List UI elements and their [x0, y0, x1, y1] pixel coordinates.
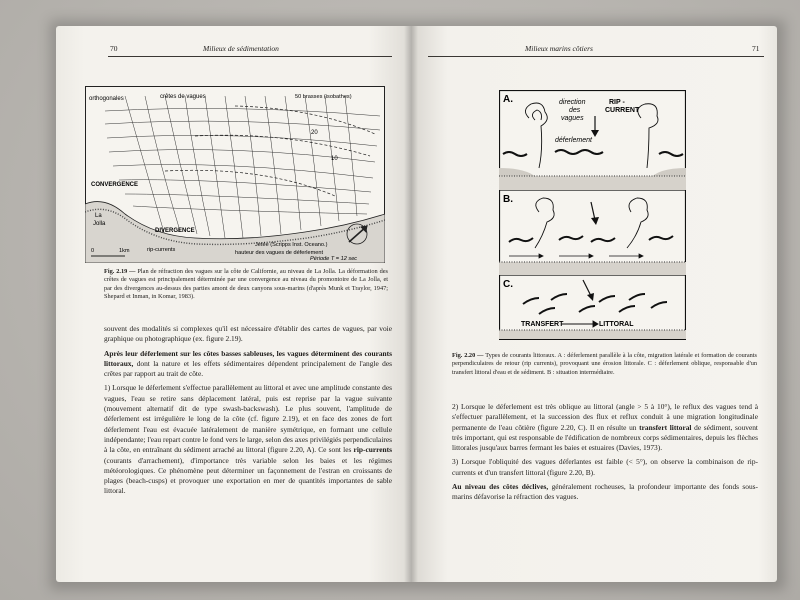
- left-page-number: 70: [110, 44, 118, 53]
- right-body-text: [452, 402, 758, 507]
- caption-label-2-20: Fig. 2.20 —: [452, 352, 484, 359]
- panel-c-label: C.: [503, 279, 513, 290]
- label-scale-1km: 1km: [119, 248, 130, 254]
- label-vagues: vagues: [561, 115, 584, 122]
- left-header-rule: [108, 56, 392, 57]
- caption-text-2-20: Types de courants littoraux. A : déferlement parallèle à la côte, migration latérale et formation de courants perpendiculaires de retour (rip currents), provoquant une érosion littorale. C : déferlement oblique, responsable d'un transfert littoral d'eau et de sédiment. B : situation intermédiaire.: [452, 352, 757, 376]
- label-convergence: CONVERGENCE: [91, 182, 139, 188]
- label-hauteur: hauteur des vagues de déferlement: [235, 250, 324, 256]
- left-paragraph-3-text-b: (courants d'arrachement), d'importance très variable selon les baies et les régimes météorologiques. Ce phénomène peut déterminer un façonnement de l'estran en croissants de plages (beach-cusps) et provoquer une exportation en mer de quantités importantes de sable littoral.: [104, 455, 392, 496]
- left-running-title: Milieux de sédimentation: [203, 44, 279, 53]
- left-paragraph-2-text: dont la nature et les effets sédimentaires dépendent principalement de l'angle des crêtes par rapport au trait de côte.: [104, 358, 392, 379]
- right-paragraph-1-bold: transfert littoral: [639, 422, 692, 432]
- right-paragraph-3: [452, 482, 758, 503]
- label-isobath-20: 20: [311, 130, 318, 136]
- label-littoral: LITTORAL: [599, 321, 634, 328]
- label-periode: Période T = 12 sec: [310, 256, 358, 262]
- left-paragraph-3: [104, 383, 392, 496]
- left-paragraph-3-text-a: 1) Lorsque le déferlement s'effectue parallèlement au littoral et avec une amplitude constante des vagues, l'eau se retire sans déplacement latéral, puis est reprise par la vague suivante (mouvement alternatif dit de type swash-backswash). Le plus souvent, l'amplitude de déferlement est irrégulière le long de la côte (cf. figure 2.19), et en face des zones de fort déferlement l'eau est évacuée latéralement de manière symétrique, en formant une cellule indépendante; l'eau repart contre le fond vers le large, selon des axes privilégiés perpendiculaires à la côte, en entraînant du sédiment arraché au littoral (figure 2.20, A). Ce sont les: [104, 383, 392, 455]
- left-paragraph-2: [104, 349, 392, 380]
- panel-a-label: A.: [503, 94, 513, 105]
- left-paragraph-2-bold: Après leur déferlement sur les côtes basses sableuses, les vagues déterminent des courants littoraux,: [104, 348, 392, 368]
- right-paragraph-3-text: généralement rocheuses, la profondeur importante des fonds sous-marins défavorise la réfraction des vagues.: [452, 482, 758, 502]
- label-cretes-de-vagues: crêtes de vagues: [160, 94, 206, 100]
- label-jetee: Jetée (Scripps Inst. Oceano.): [255, 242, 328, 248]
- right-paragraph-3-bold: Au niveau des côtes déclives,: [452, 482, 549, 492]
- left-paragraph-3-bold: rip-currents: [353, 445, 392, 455]
- littoral-currents-figure: [499, 90, 686, 340]
- book-gutter: [404, 26, 418, 582]
- right-paragraph-1-text-a: 2) Lorsque le déferlement est très oblique au littoral (angle > 5 à 10°), le reflux des vagues tend à s'effectuer parallèlement, et la succession des flux et reflux conduit à une migration longitudinale permanente de l'eau côtière (figure 2.20, C). Il en résulte un: [452, 402, 758, 432]
- label-divergence: DIVERGENCE: [155, 228, 195, 234]
- label-brasses: 50 brasses (isobathes): [295, 94, 352, 100]
- label-des: des: [569, 107, 581, 114]
- label-direction: direction: [559, 99, 586, 106]
- refraction-map-figure: [85, 86, 385, 263]
- caption-text-2-19: Plan de réfraction des vagues sur la côte de Californie, au niveau de La Jolla. La déformation des crêtes de vagues est principalement déterminée par une convergence au niveau du promontoire de La Jolla, et par des divergences au-dessus des parties amont de deux canyons sous-marins (d'après Munk et Traylor, 1947; Shepard et Inman, in Komar, 1983).: [104, 268, 388, 301]
- right-paragraph-1-text-b: de sédiment, souvent très important, qui est responsable de l'édification de nombreux corps sédimentaires, depuis les flèches littorales jusqu'aux barres fermant les baies et estuaires (Davies, 1973).: [452, 422, 758, 453]
- left-paragraph-1: souvent des modalités si complexes qu'il est nécessaire d'établir des cartes de vagues, par voie graphique ou photographique (ex. figure 2.19).: [104, 324, 392, 344]
- figure-2-19-caption: [104, 268, 388, 302]
- left-body-text: [104, 324, 392, 501]
- figure-2-20-caption: [452, 352, 757, 377]
- panel-b-label: B.: [503, 194, 513, 205]
- right-running-title: Milieux marins côtiers: [525, 44, 593, 53]
- right-header-rule: [428, 56, 764, 57]
- label-scale-0: 0: [91, 248, 95, 254]
- caption-label-2-19: Fig. 2.19 —: [104, 268, 136, 275]
- label-rip-currents: rip-currents: [147, 247, 176, 253]
- label-deferlement: déferlement: [555, 137, 592, 144]
- label-rip: RIP -: [609, 99, 625, 106]
- right-page-number: 71: [752, 44, 760, 53]
- label-transfert: TRANSFERT: [521, 321, 564, 328]
- label-current: CURRENT: [605, 107, 640, 114]
- label-orthogonales: orthogonales: [89, 96, 124, 102]
- label-jolla: Jolla: [93, 221, 106, 227]
- label-la: La: [95, 213, 102, 219]
- label-isobath-10: 10: [331, 156, 338, 162]
- right-paragraph-2: 3) Lorsque l'obliquité des vagues déferlantes est faible (< 5°), on observe la combinaison de rip-currents et d'un transfert littoral (figure 2.20, B).: [452, 457, 758, 477]
- right-paragraph-1: [452, 402, 758, 453]
